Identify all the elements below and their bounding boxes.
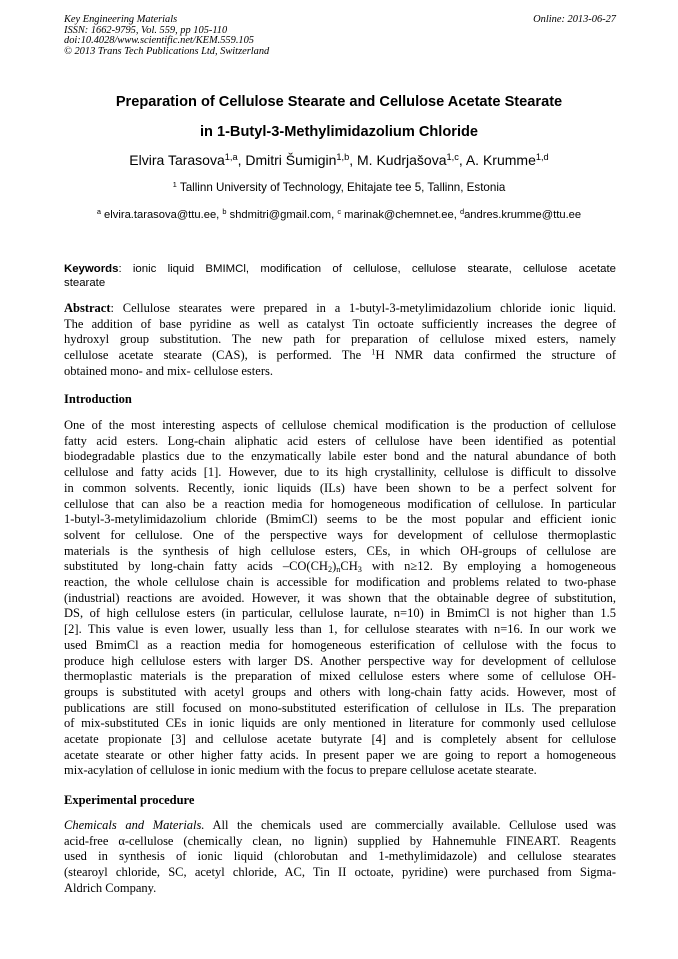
experimental-heading: Experimental procedure (64, 793, 195, 807)
abstract-text: H NMR data confirmed the structure of (375, 348, 617, 363)
text-line: cellulose that can also be a reaction media for homogeneous modification of cellulose. In particular (64, 496, 616, 511)
text-line: Aldrich Company. (64, 880, 157, 895)
text-line: materials is the synthesis of high cellulose esters, CEs, in which OH-groups of cellulose are (64, 543, 616, 558)
introduction-heading: Introduction (64, 392, 132, 406)
author-emails (20, 208, 658, 223)
author-affiliation-mark: 1,d (535, 151, 549, 162)
keywords-label: Keywords (64, 263, 119, 275)
email-mark: c (337, 206, 342, 216)
subscript: 2 (327, 565, 333, 575)
keywords-block (64, 262, 616, 290)
text-segment: All the chemicals used are commercially available. Cellulose used was (204, 818, 616, 832)
issn-line: ISSN: 1662-9795, Vol. 559, pp 105-110 (64, 24, 228, 36)
text-line: (stearoyl chloride, SC, acetyl chloride, AC, Tin II octoate, pyridine) were purchased from Sigma- (64, 865, 616, 880)
author-name: Elvira Tarasova (129, 152, 225, 168)
email-link[interactable]: elvira.tarasova@ttu.ee, (100, 209, 223, 221)
text-line: used in synthesis of ionic liquid (chlorobutan and 1-methylimidazole) and cellulose stearates (64, 849, 616, 864)
text-segment: substituted by long-chain fatty acids –CO(CH (64, 559, 328, 574)
text-segment: with n≥12. By employing a homogeneous (361, 559, 617, 574)
text-line: cellulose and fatty acids [1]. However, due to its high crystallinity, cellulose is difficult to dissolve (64, 465, 616, 480)
introduction-text (64, 418, 616, 779)
text-line: mix-acylation of cellulose in ionic medium with the focus to prepare cellulose acetate stearate. (64, 763, 537, 778)
text-line: produce high cellulose esters with larger DS. Another perspective way for development of cellulose (64, 653, 616, 668)
text-segment: ) (332, 559, 337, 574)
abstract-label: Abstract (64, 301, 111, 315)
journal-header (64, 15, 616, 57)
text-line: in common solvents. Recently, ionic liquids (ILs) have been shown to be a perfect solvent for (64, 480, 616, 495)
author-list (20, 151, 658, 169)
abstract-text: The addition of base pyridine as well as catalyst Tin octoate sufficiently increases the degree of (64, 316, 616, 331)
author-separator: , (458, 152, 466, 168)
online-date: Online: 2013-06-27 (533, 14, 616, 25)
email-link[interactable]: andres.krumme@ttu.ee (464, 209, 582, 221)
text-line: publications are still focused on mono-substituted esterification of cellulose in ILs. The preparation (64, 700, 616, 715)
subscript: n (336, 565, 341, 575)
doi-line: doi:10.4028/www.scientific.net/KEM.559.105 (64, 35, 254, 47)
abstract-text: hydroxyl group substitution. The new path for preparation of cellulose mixed esters, namely (64, 332, 616, 347)
text-line: (industrial) reactions are avoided. However, it was shown that the obtainable degree of substitution, (64, 590, 616, 605)
email-mark: b (222, 206, 227, 216)
text-line: used BmimCl as a reaction media for homogeneous esterification of cellulose with the focus to (64, 637, 616, 652)
text-line: of mix-substituted CEs in ionic liquids are only mentioned in literature for commonly used cellulose (64, 716, 616, 731)
chemicals-subheading: Chemicals and Materials. (64, 818, 205, 832)
email-link[interactable]: shdmitri@gmail.com, (226, 209, 338, 221)
email-link[interactable]: marinak@chemnet.ee, (341, 209, 460, 221)
author-name: A. Krumme (465, 152, 536, 168)
text-line: biodegradable plastics due to the enzymatically labile ester bond and the natural abundance of both (64, 449, 616, 464)
chemicals-text (64, 818, 616, 897)
affiliation-mark: 1 (172, 179, 177, 189)
abstract-text: obtained mono- and mix- cellulose esters. (64, 363, 273, 378)
keywords-text: : ionic liquid BMIMCl, modification of cellulose, cellulose stearate, cellulose acetate (118, 263, 616, 275)
author-separator: , (237, 152, 246, 168)
text-line: reaction, the whole cellulose chain is accessible for modification and problems related to two-phase (64, 575, 616, 590)
email-mark: d (459, 206, 465, 216)
author-affiliation-mark: 1,a (224, 151, 238, 162)
copyright-line: © 2013 Trans Tech Publications Ltd, Switzerland (64, 45, 270, 57)
journal-name: Key Engineering Materials (64, 14, 178, 25)
abstract-text: : Cellulose stearates were prepared in a 1-butyl-3-metylimidazolium chloride ionic liquid. (110, 301, 616, 315)
author-affiliation-mark: 1,b (336, 151, 350, 162)
author-name: Dmitri Šumigin (245, 152, 337, 168)
formula-line (64, 559, 616, 575)
affiliation-text: Tallinn University of Technology, Ehitajate tee 5, Tallinn, Estonia (176, 181, 506, 194)
text-line: DS, of high cellulose esters (in particular, cellulose laurate, n=10) in BmimCl is not higher than 1.5 (64, 606, 616, 621)
text-line: fatty acid esters. Long-chain aliphatic acid esters of cellulose have been identified as potential (64, 433, 616, 448)
text-line: 1-butyl-3-metylimidazolium chloride (BmimCl) seems to be the most popular and efficient ionic (64, 512, 616, 527)
text-line: thermoplastic materials is the preparation of mixed cellulose esters where some of cellulose OH- (64, 669, 616, 684)
abstract-block (64, 301, 616, 380)
text-line: acid-free α-cellulose (chemically clean, no lignin) supplied by Hahnemuhle FINEART. Reagents (64, 833, 616, 848)
text-line: [2]. This value is even lower, usually less than 1, for cellulose stearates with n=16. In our work we (64, 622, 616, 637)
text-line: groups is substituted with acetyl groups and others with long-chain fatty acids. However, most of (64, 684, 616, 699)
text-line: solvent for cellulose. One of the perspective ways for development of cellulose thermoplastic (64, 527, 616, 542)
author-affiliation-mark: 1,c (446, 151, 459, 162)
text-line: acetate propionate [3] and cellulose acetate butyrate [4] and is completely absent for cellulose (64, 732, 616, 747)
text-segment: CH (340, 559, 358, 574)
keywords-text: stearate (64, 277, 106, 289)
affiliation (20, 180, 658, 195)
paper-title-line-1: Preparation of Cellulose Stearate and Cellulose Acetate Stearate (115, 94, 563, 110)
abstract-text: cellulose acetate stearate (CAS), is performed. The (64, 348, 372, 363)
subscript: 3 (357, 565, 362, 575)
author-name: M. Kudrjašova (357, 152, 447, 168)
text-line: One of the most interesting aspects of cellulose chemical modification is the production of cellulose (64, 418, 616, 432)
author-separator: , (349, 152, 358, 168)
email-mark: a (96, 206, 101, 216)
nmr-superscript: 1 (371, 347, 376, 357)
text-line: acetate stearate or other higher fatty acids. In present paper we are going to report a homogeneous (64, 747, 616, 762)
paper-title-line-2: in 1-Butyl-3-Methylimidazolium Chloride (199, 124, 479, 140)
